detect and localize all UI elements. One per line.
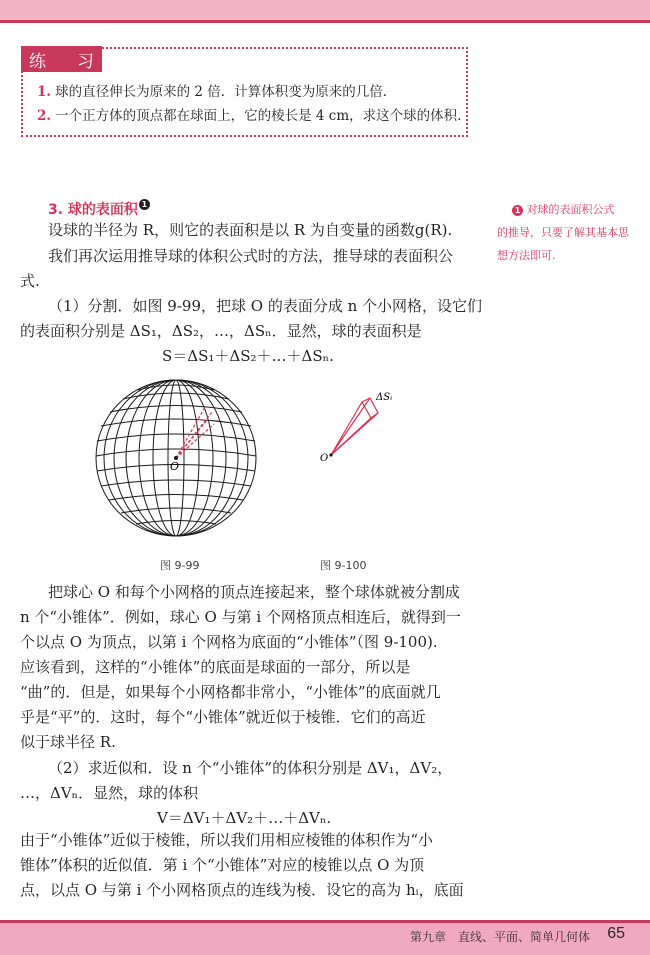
paragraph-line: 点，以点 O 与第 i 个小网格顶点的连线为棱．设它的高为 hᵢ，底面	[20, 881, 464, 899]
cone-figure	[310, 385, 400, 465]
footnote-marker: 1	[512, 205, 523, 216]
exercise-number: 2.	[37, 108, 52, 124]
figure-caption: 图 9-99	[160, 559, 200, 572]
paragraph-line: 我们再次运用推导球的体积公式时的方法，推导球的表面积公	[48, 247, 454, 265]
formula-volume: V＝ΔV₁＋ΔV₂＋…＋ΔVₙ.	[157, 809, 332, 827]
paragraph-line: …，ΔVₙ．显然，球的体积	[20, 784, 199, 802]
paragraph-line: 锥体”体积的近似值．第 i 个“小锥体”对应的棱锥以点 O 为顶	[20, 856, 425, 874]
cone-apex-label: O	[320, 453, 329, 464]
section-heading-text: 3. 球的表面积	[48, 202, 138, 218]
margin-note-line: 想方法即可.	[497, 249, 556, 262]
exercise-label-right: 习	[77, 51, 94, 72]
paragraph-line: “曲”的．但是，如果每个小网格都非常小，“小锥体”的底面就几	[20, 683, 441, 701]
margin-note-line: 的推导，只要了解其基本思	[497, 226, 629, 239]
paragraph-line: 乎是“平”的．这时，每个“小锥体”就近似于棱锥．它们的高近	[20, 708, 426, 726]
exercise-text: 球的直径伸长为原来的 2 倍．计算体积变为原来的几倍.	[55, 84, 388, 100]
chapter-title: 第九章 直线、平面、简单几何体	[409, 930, 590, 944]
paragraph-line: （2）求近似和．设 n 个“小锥体”的体积分别是 ΔV₁，ΔV₂，	[48, 759, 453, 777]
figure-caption: 图 9-100	[320, 559, 367, 572]
paragraph-line: 由于“小锥体”近似于棱锥，所以我们用相应棱锥的体积作为“小	[20, 831, 434, 849]
paragraph-line: 个以点 O 为顶点，以第 i 个网格为底面的“小锥体”（图 9-100).	[20, 633, 438, 651]
paragraph-line: 似于球半径 R.	[20, 733, 116, 751]
exercise-number: 1.	[37, 84, 52, 100]
paragraph-line: 设球的半径为 R，则它的表面积是以 R 为自变量的函数g(R).	[48, 221, 453, 239]
exercise-item	[37, 80, 387, 100]
margin-note	[497, 198, 637, 267]
paragraph-line: n 个“小锥体”．例如，球心 O 与第 i 个网格顶点相连后，就得到一	[20, 608, 461, 626]
exercise-label-left: 练	[29, 51, 46, 72]
paragraph-line: 的表面积分别是 ΔS₁，ΔS₂，…，ΔSₙ．显然，球的表面积是	[20, 322, 422, 340]
sphere-center-label: O	[170, 460, 180, 473]
exercise-text: 一个正方体的顶点都在球面上，它的棱长是 4 cm，求这个球的体积.	[55, 108, 462, 124]
section-heading	[48, 199, 150, 219]
page-number: 65	[607, 925, 625, 942]
margin-note-line: 对球的表面积公式	[526, 203, 615, 216]
header-band	[0, 0, 650, 23]
paragraph-line: 把球心 O 和每个小网格的顶点连接起来，整个球体就被分割成	[48, 583, 460, 601]
sphere-figure	[90, 372, 270, 542]
cone-base-label: ΔSᵢ	[376, 392, 393, 403]
paragraph-line: （1）分割．如图 9-99，把球 O 的表面分成 n 个小网格，设它们	[48, 297, 483, 315]
paragraph-line: 应该看到，这样的“小锥体”的底面是球面的一部分，所以是	[20, 658, 411, 676]
formula-surface-area: S＝ΔS₁＋ΔS₂＋…＋ΔSₙ.	[162, 347, 334, 365]
exercise-item	[37, 104, 461, 124]
footnote-marker: 1	[139, 199, 150, 210]
paragraph-line: 式.	[20, 272, 40, 290]
exercise-label	[21, 46, 102, 72]
